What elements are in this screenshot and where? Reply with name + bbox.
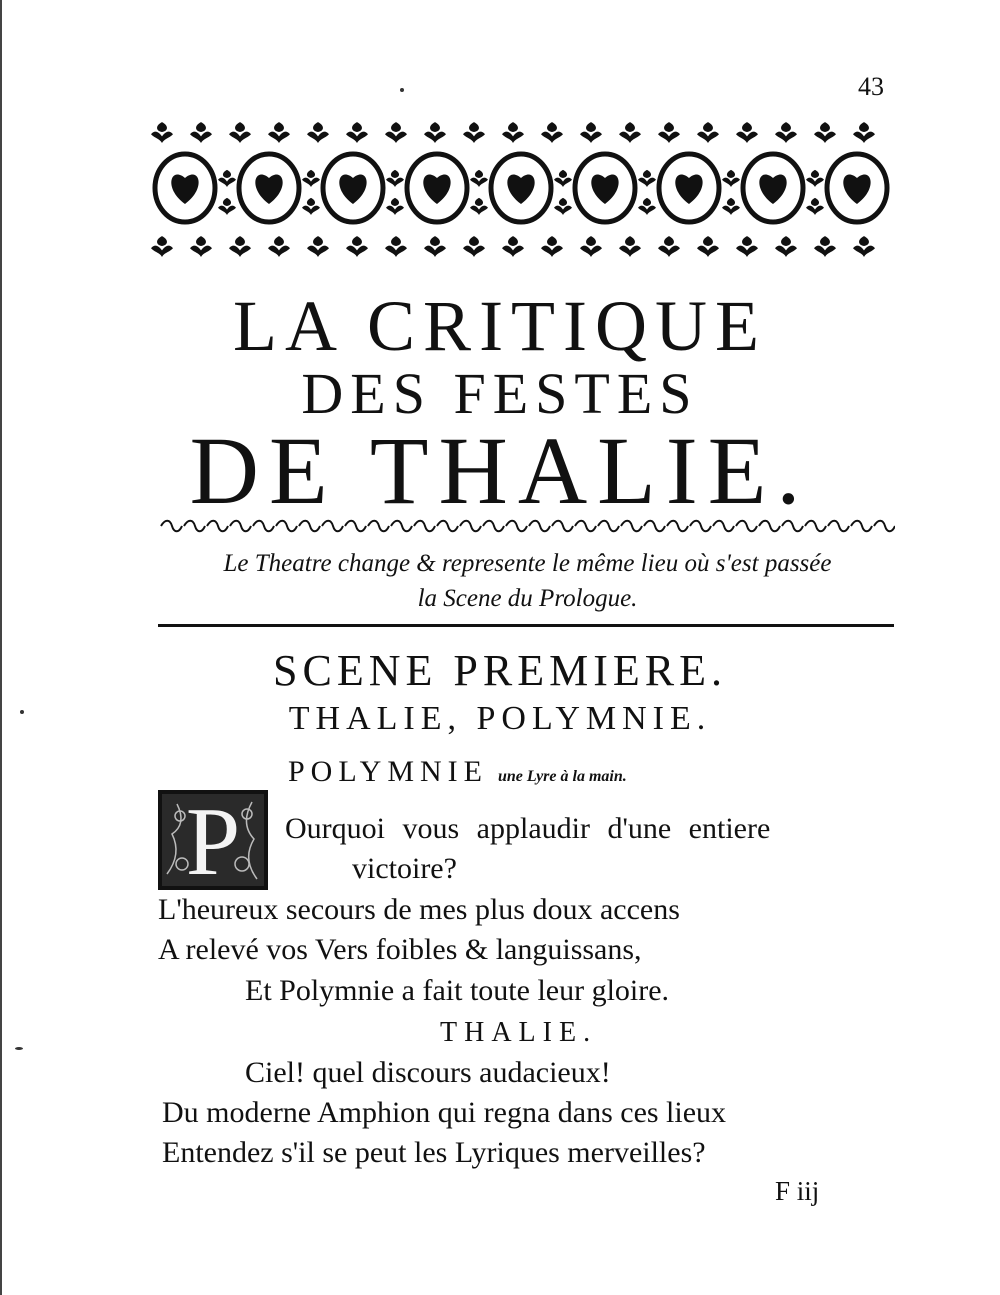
speaker-thalie: THALIE. bbox=[440, 1017, 598, 1048]
verse-line-5: Et Polymnie a fait toute leur gloire. bbox=[245, 974, 670, 1007]
ink-speck bbox=[400, 88, 404, 92]
ink-speck bbox=[15, 1047, 23, 1050]
divider-ornament bbox=[155, 517, 895, 535]
page-number: 43 bbox=[858, 72, 884, 101]
verse-line-3: L'heureux secours de mes plus doux accens bbox=[158, 893, 680, 926]
verse-line-1: Ourquoi vous applaudir d'une entiere bbox=[285, 812, 771, 845]
title-line-1: LA CRITIQUE bbox=[233, 286, 767, 366]
stage-direction-line-1: Le Theatre change & represente le même lieu où s'est passée bbox=[223, 550, 832, 577]
verse-line-6: Ciel! quel discours audacieux! bbox=[245, 1056, 611, 1089]
verse-line-4: A relevé vos Vers foibles & languissans, bbox=[158, 933, 642, 966]
title-line-3: DE THALIE. bbox=[189, 417, 811, 524]
speaker-name: POLYMNIE bbox=[288, 755, 488, 788]
speaker-stage-direction: une Lyre à la main. bbox=[498, 768, 627, 785]
scene-title: SCENE PREMIERE. bbox=[273, 646, 727, 695]
verse-line-2: victoire? bbox=[352, 852, 457, 885]
ink-speck bbox=[20, 710, 24, 714]
title-line-2: DES FESTES bbox=[301, 361, 699, 426]
headpiece-ornament bbox=[150, 118, 890, 278]
characters-heading: THALIE, POLYMNIE. bbox=[288, 700, 712, 737]
signature-mark: F iij bbox=[775, 1176, 820, 1206]
verse-line-7: Du moderne Amphion qui regna dans ces lieux bbox=[162, 1096, 727, 1129]
stage-direction-line-2: la Scene du Prologue. bbox=[417, 585, 638, 612]
horizontal-rule bbox=[158, 624, 894, 627]
dropcap-letter: P bbox=[185, 788, 241, 896]
speaker-polymnie bbox=[288, 755, 627, 789]
dropcap-initial bbox=[158, 788, 268, 896]
verse-line-8: Entendez s'il se peut les Lyriques merveilles? bbox=[162, 1136, 706, 1169]
